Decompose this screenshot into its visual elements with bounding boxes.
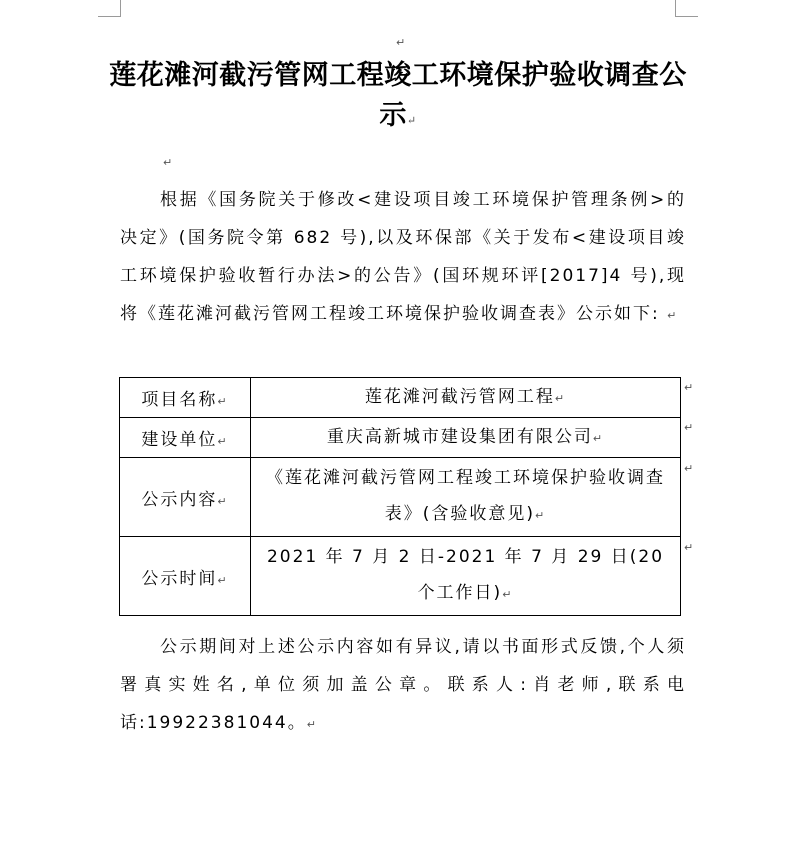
paragraph-mark: ↵ bbox=[217, 395, 229, 408]
row-value-cell bbox=[251, 378, 681, 418]
table-row bbox=[120, 378, 681, 418]
document-title bbox=[100, 56, 696, 141]
table-row bbox=[120, 458, 681, 537]
row-label: 项目名称 bbox=[141, 390, 218, 410]
intro-text: 根据《国务院关于修改<建设项目竣工环境保护管理条例>的决定》(国务院令第 682 号),以及环保部《关于发布<建设项目竣工环境保护验收暂行办法>的公告》(国环规环评[2017]4 号),现将《莲花滩河截污管网工程竣工环境保护验收调查表》公示如下: bbox=[120, 190, 686, 324]
row-label-cell bbox=[120, 418, 251, 458]
paragraph-mark: ↵ bbox=[217, 573, 229, 587]
announcement-table bbox=[119, 377, 681, 616]
row-value-cell bbox=[251, 418, 681, 458]
paragraph-mark: ↵ bbox=[306, 718, 318, 731]
row-end-mark: ↵ bbox=[684, 462, 694, 475]
row-label: 建设单位 bbox=[141, 430, 218, 450]
row-value: 莲花滩河截污管网工程 bbox=[364, 386, 555, 407]
row-label-cell bbox=[120, 537, 251, 616]
row-label-cell bbox=[120, 458, 251, 537]
page-corner-mark-left bbox=[98, 0, 121, 17]
row-value-cell bbox=[251, 458, 681, 537]
row-value: 重庆高新城市建设集团有限公司 bbox=[326, 426, 593, 447]
table-row bbox=[120, 418, 681, 458]
page-corner-mark-right bbox=[675, 0, 698, 17]
paragraph-mark: ↵ bbox=[592, 431, 605, 445]
row-label-cell bbox=[120, 378, 251, 418]
title-text: 莲花滩河截污管网工程竣工环境保护验收调查公示 bbox=[109, 60, 687, 131]
row-end-mark: ↵ bbox=[684, 381, 694, 394]
row-end-mark: ↵ bbox=[684, 421, 694, 434]
row-value-cell bbox=[251, 537, 681, 616]
row-value: 《莲花滩河截污管网工程竣工环境保护验收调查表》(含验收意见) bbox=[266, 468, 665, 524]
table-row bbox=[120, 537, 681, 616]
paragraph-mark: ↵ bbox=[217, 435, 229, 448]
paragraph-mark: ↵ bbox=[554, 391, 567, 405]
paragraph-mark: ↵ bbox=[535, 509, 547, 522]
closing-paragraph bbox=[120, 628, 686, 744]
paragraph-mark: ↵ bbox=[163, 156, 173, 169]
paragraph-mark: ↵ bbox=[667, 309, 679, 322]
paragraph-mark: ↵ bbox=[217, 494, 229, 508]
closing-text: 公示期间对上述公示内容如有异议,请以书面形式反馈,个人须署真实姓名,单位须加盖公章。联系人:肖老师,联系电话:19922381044。 bbox=[120, 637, 686, 733]
row-value: 2021 年 7 月 2 日-2021 年 7 月 29 日(20 个工作日) bbox=[266, 547, 665, 603]
row-label: 公示内容 bbox=[141, 489, 218, 510]
row-end-mark: ↵ bbox=[684, 541, 694, 554]
intro-paragraph bbox=[120, 181, 686, 335]
paragraph-mark: ↵ bbox=[502, 588, 514, 601]
paragraph-mark: ↵ bbox=[406, 114, 417, 127]
row-label: 公示时间 bbox=[141, 568, 218, 589]
paragraph-mark: ↵ bbox=[396, 36, 406, 49]
